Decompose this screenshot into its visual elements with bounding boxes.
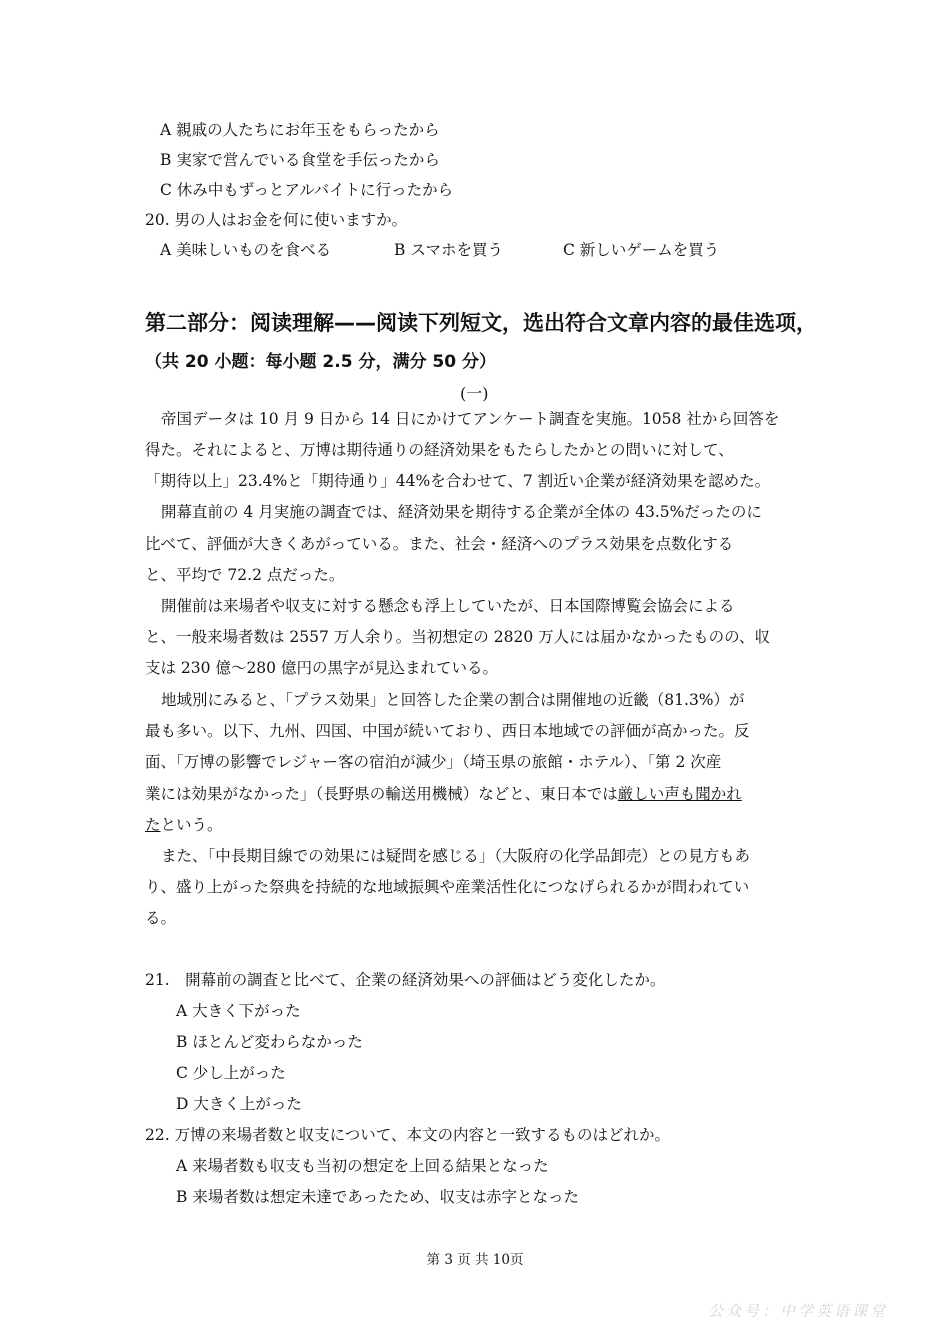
passage-p4-line3: 面、「万博の影響でレジャー客の宿泊が減少」（埼玉県の旅館・ホテル）、「第 2 次産 — [145, 753, 722, 771]
passage-p3-line3: 支は 230 億～280 億円の黒字が見込まれている。 — [145, 659, 498, 677]
underlined-phrase-end: た — [145, 816, 161, 834]
passage-p4-line4 — [145, 784, 742, 804]
passage-p5-line2: り、盛り上がった祭典を持続的な地域振興や産業活性化につなげられるかが問われてい — [145, 878, 750, 896]
q21-stem: 21. 開幕前の調査と比べて、企業の経済効果への評価はどう変化したか。 — [145, 971, 666, 989]
passage-number: (一) — [460, 384, 489, 403]
passage-p1-line3: 「期待以上」23.4%と「期待通り」44%を合わせて、7 割近い企業が経済効果を認めた。 — [145, 472, 771, 490]
section-title: 第二部分：阅读理解——阅读下列短文，选出符合文章内容的最佳选项， — [145, 311, 817, 335]
passage-p2-line2: 比べて、評価が大きくあがっている。また、社会・経済へのプラス効果を点数化する — [145, 535, 734, 553]
passage-p4-line2: 最も多い。以下、九州、四国、中国が続いており、西日本地域での評価が高かった。反 — [145, 722, 750, 740]
passage-p2-line1: 開幕直前の 4 月実施の調査では、経済効果を期待する企業が全体の 43.5%だったのに — [161, 503, 762, 521]
q22-stem: 22. 万博の来場者数と収支について、本文の内容と一致するものはどれか。 — [145, 1126, 670, 1144]
q21-option-d: D 大きく上がった — [176, 1095, 302, 1113]
q21-option-b: B ほとんど変わらなかった — [176, 1033, 363, 1051]
q21-option-c: C 少し上がった — [176, 1064, 286, 1082]
q19-option-c: C 休み中もずっとアルバイトに行ったから — [160, 181, 454, 199]
q19-option-b: B 実家で営んでいる食堂を手伝ったから — [160, 151, 440, 169]
page-footer: 第 3 页 共 10页 — [426, 1252, 524, 1268]
q20-option-b: B スマホを買う — [394, 241, 504, 259]
q20-option-a: A 美味しいものを食べる — [160, 241, 332, 259]
underlined-phrase: 厳しい声も聞かれ — [617, 785, 742, 803]
q20-option-c: C 新しいゲームを買う — [563, 241, 720, 259]
passage-p4-line4-text: 業には効果がなかった」（長野県の輸送用機械）などと、東日本では — [145, 785, 618, 803]
passage-p4-line5-text: という。 — [160, 816, 223, 834]
passage-p5-line1: また、「中長期目線での効果には疑問を感じる」（大阪府の化学品卸売）との見方もあ — [161, 847, 751, 865]
q21-option-a: A 大きく下がった — [176, 1002, 301, 1020]
passage-p1-line2: 得た。それによると、万博は期待通りの経済効果をもたらしたかとの問いに対して、 — [145, 441, 734, 459]
passage-p1-line1: 帝国データは 10 月 9 日から 14 日にかけてアンケート調査を実施。1058 社から回答を — [161, 410, 780, 428]
section-subtitle: （共 20 小题：每小题 2.5 分，满分 50 分） — [145, 352, 496, 372]
q20-stem: 20. 男の人はお金を何に使いますか。 — [145, 211, 408, 229]
q19-option-a: A 親戚の人たちにお年玉をもらったから — [160, 121, 440, 139]
passage-p3-line1: 開催前は来場者や収支に対する懸念も浮上していたが、日本国際博覧会協会による — [161, 597, 735, 615]
q22-option-a: A 来場者数も収支も当初の想定を上回る結果となった — [176, 1157, 549, 1175]
passage-p2-line3: と、平均で 72.2 点だった。 — [145, 566, 345, 584]
watermark: 公众号：中学英语课堂 — [708, 1302, 889, 1320]
passage-p3-line2: と、一般来場者数は 2557 万人余り。当初想定の 2820 万人には届かなかったものの、収 — [145, 628, 770, 646]
passage-p4-line1: 地域別にみると、「プラス効果」と回答した企業の割合は開催地の近畿（81.3%）が — [161, 691, 745, 709]
q22-option-b: B 来場者数は想定未達であったため、収支は赤字となった — [176, 1188, 580, 1206]
passage-p5-line3: る。 — [145, 909, 177, 927]
passage-p4-line5 — [145, 815, 223, 835]
